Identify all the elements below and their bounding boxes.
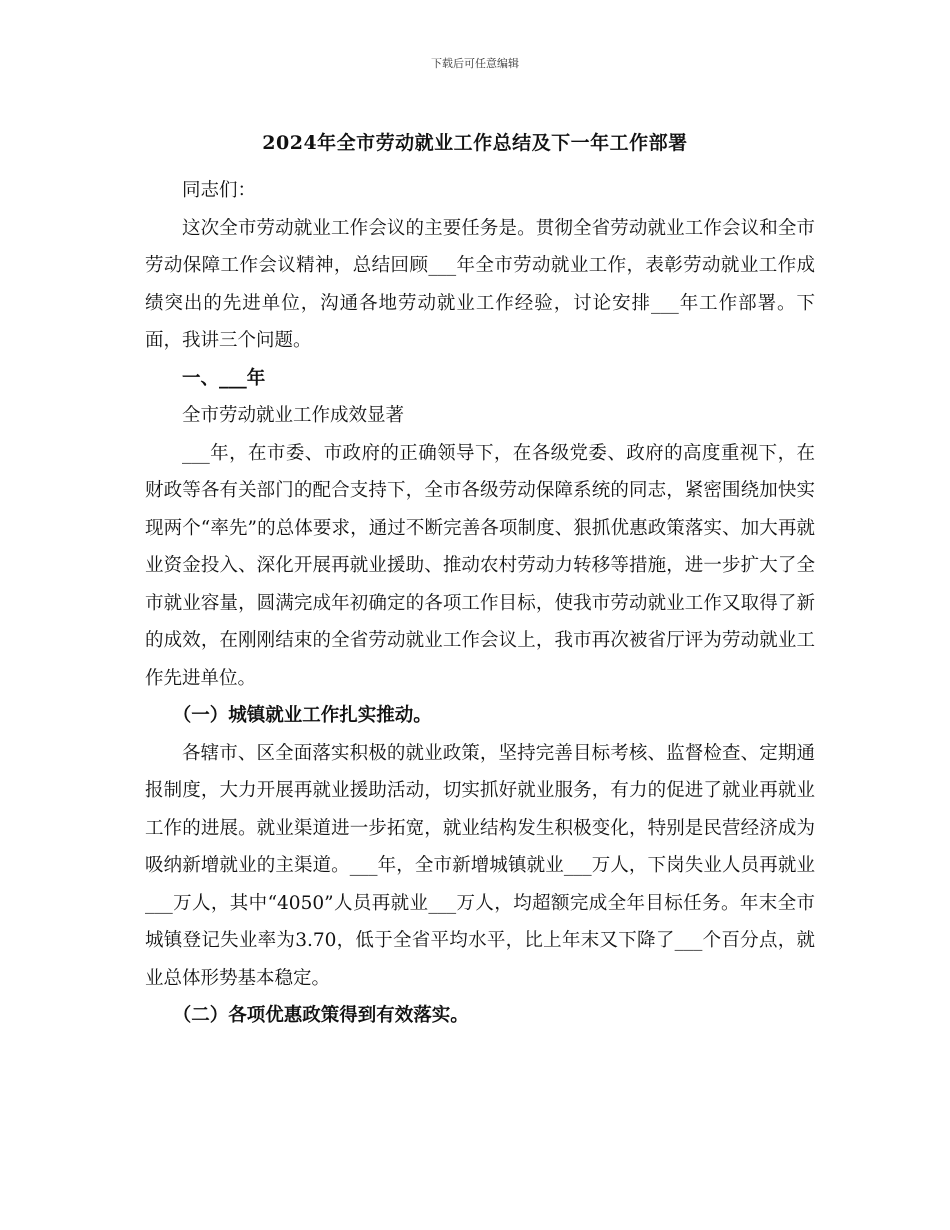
page-header-note: 下载后可任意编辑: [431, 57, 519, 70]
intro-paragraph: 这次全市劳动就业工作会议的主要任务是。贯彻全省劳动就业工作会议和全市劳动保障工作会议精神，总结回顾___年全市劳动就业工作，表彰劳动就业工作成绩突出的先进单位，沟通各地劳动就业工作经验，讨论安排___年工作部署。下面，我讲三个问题。: [145, 217, 815, 351]
subsection-heading-2: （二）各项优惠政策得到有效落实。: [172, 1005, 469, 1026]
document-body: [145, 172, 815, 1035]
document-title: 2024年全市劳动就业工作总结及下一年工作部署: [262, 132, 688, 154]
urban-employment-paragraph: 各辖市、区全面落实积极的就业政策，坚持完善目标考核、监督检查、定期通报制度，大力开展再就业援助活动，切实抓好就业服务，有力的促进了就业再就业工作的进展。就业渠道进一步拓宽，就业结构发生积极变化，特别是民营经济成为吸纳新增就业的主渠道。___年，全市新增城镇就业___万人，下岗失业人员再就业___万人，其中“4050”人员再就业___万人，均超额完成全年目标任务。年末全市城镇登记失业率为3.70，低于全省平均水平，比上年末又下降了___个百分点，就业总体形势基本稳定。: [145, 742, 815, 989]
section-heading-1: 一、___年: [182, 367, 266, 389]
summary-paragraph: ___年，在市委、市政府的正确领导下，在各级党委、政府的高度重视下，在财政等各有关部门的配合支持下，全市各级劳动保障系统的同志，紧密围绕加快实现两个“率先”的总体要求，通过不断完善各项制度、狠抓优惠政策落实、加大再就业资金投入、深化开展再就业援助、推动农村劳动力转移等措施，进一步扩大了全市就业容量，圆满完成年初确定的各项工作目标，使我市劳动就业工作又取得了新的成效，在刚刚结束的全省劳动就业工作会议上，我市再次被省厅评为劳动就业工作先进单位。: [145, 442, 815, 689]
subsection-heading-1: （一）城镇就业工作扎实推动。: [172, 705, 432, 726]
section-subtitle-1: 全市劳动就业工作成效显著: [182, 405, 405, 426]
salutation: 同志们：: [182, 180, 257, 201]
